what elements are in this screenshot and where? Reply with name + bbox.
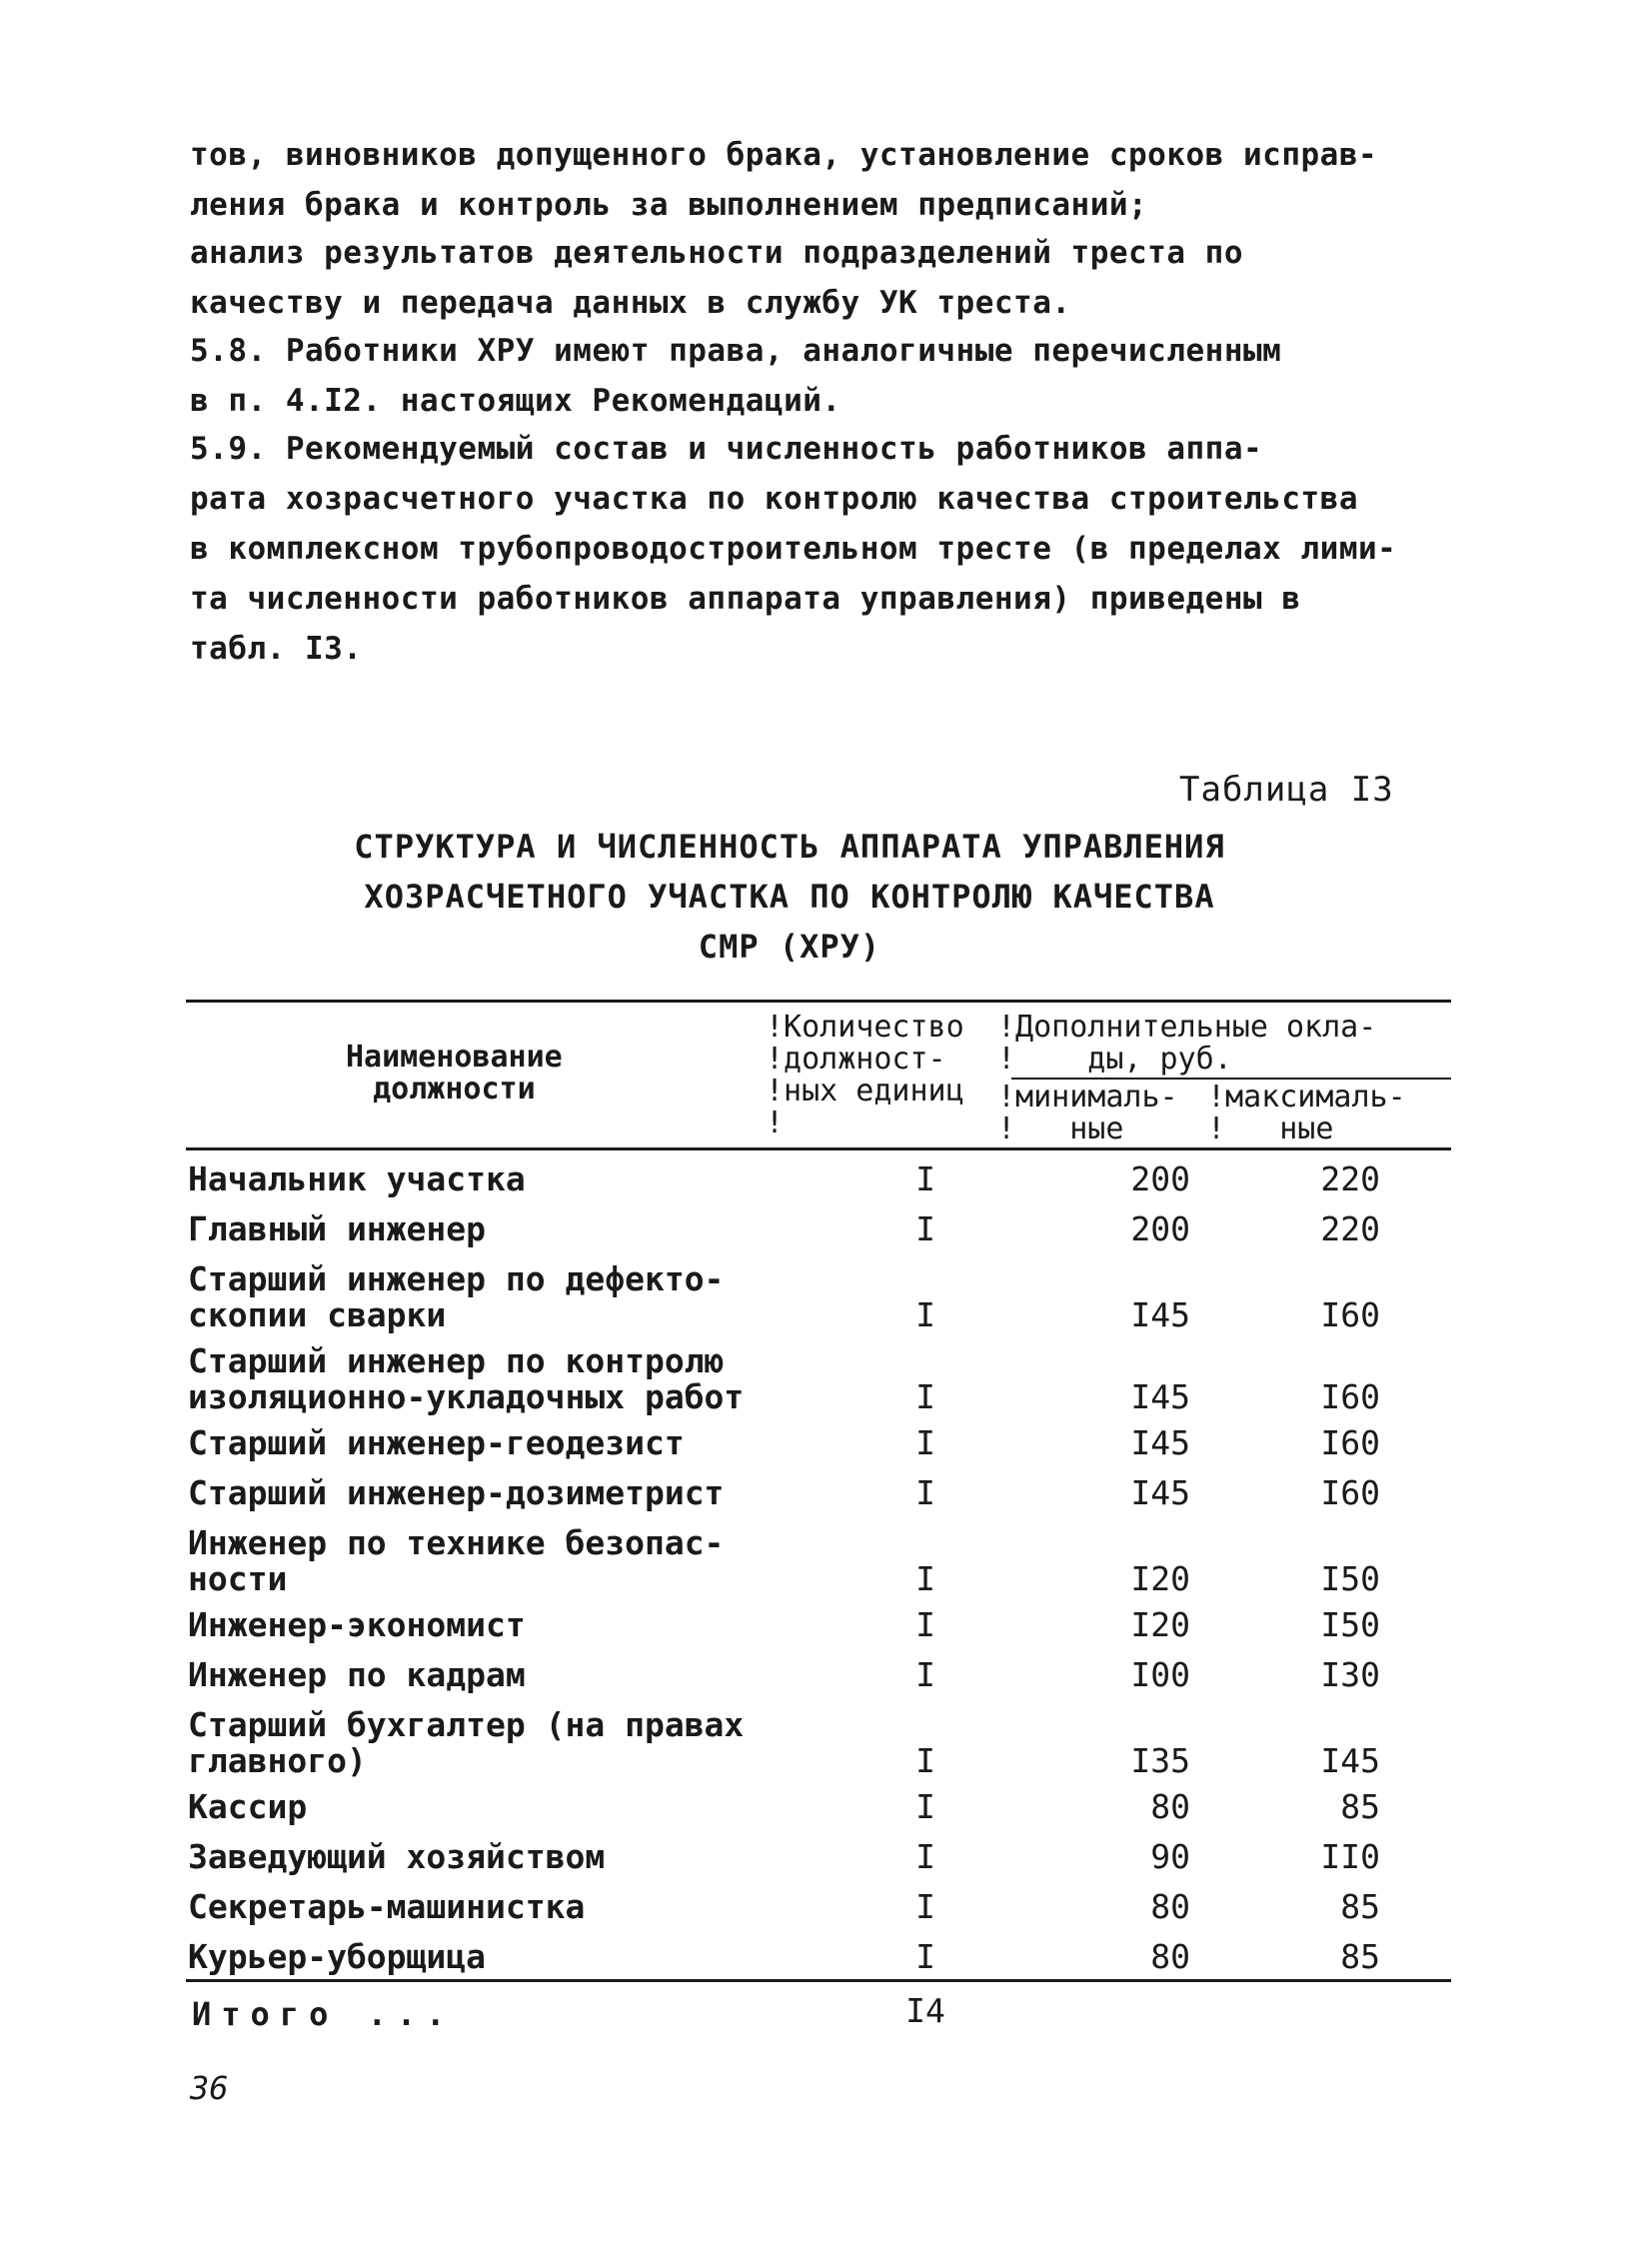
salary-max: I50 bbox=[1320, 1559, 1380, 1598]
total-count: I4 bbox=[905, 1991, 945, 2030]
position-count: I bbox=[915, 1655, 935, 1694]
salary-min: 200 bbox=[1130, 1159, 1190, 1198]
salary-max: I60 bbox=[1320, 1377, 1380, 1416]
position-name: Начальник участка bbox=[188, 1159, 526, 1198]
total-label: Итого ... bbox=[192, 1995, 456, 2033]
paragraph-1: тов, виновников допущенного брака, установление сроков исправ- ления брака и контроль за выполнением предписаний; bbox=[190, 137, 1378, 223]
position-name: Главный инженер bbox=[188, 1209, 487, 1248]
position-count: I bbox=[915, 1473, 935, 1512]
salary-min: 80 bbox=[1150, 1937, 1190, 1976]
position-name: Секретарь-машинистка bbox=[188, 1887, 586, 1926]
position-count: I bbox=[915, 1837, 935, 1876]
salary-max: I50 bbox=[1320, 1605, 1380, 1644]
header-count: !Количество !должност- !ных единиц ! bbox=[766, 1010, 964, 1140]
salary-min: I35 bbox=[1130, 1741, 1190, 1780]
table-bottom-rule bbox=[186, 1979, 1451, 1982]
salary-max: I60 bbox=[1320, 1295, 1380, 1334]
salary-max: 220 bbox=[1320, 1209, 1380, 1248]
salary-min: I20 bbox=[1130, 1559, 1190, 1598]
paragraph-2: анализ результатов деятельности подразделений треста по качеству и передача данных в службу УК треста. bbox=[190, 235, 1243, 321]
position-name: Заведующий хозяйством bbox=[188, 1837, 606, 1876]
position-count: I bbox=[915, 1787, 935, 1826]
salary-min: I45 bbox=[1130, 1377, 1190, 1416]
table-label: Таблица I3 bbox=[1179, 770, 1394, 810]
position-name: Старший инженер-дозиметрист bbox=[188, 1473, 725, 1512]
position-count: I bbox=[915, 1159, 935, 1198]
position-name: Старший инженер по контролю изоляционно-укладочных работ bbox=[188, 1341, 745, 1416]
position-name: Старший инженер-геодезист bbox=[188, 1423, 685, 1462]
salary-max: I60 bbox=[1320, 1423, 1380, 1462]
position-count: I bbox=[915, 1423, 935, 1462]
position-name: Инженер по технике безопас- ности bbox=[188, 1523, 725, 1598]
position-count: I bbox=[915, 1937, 935, 1976]
salary-max: I60 bbox=[1320, 1473, 1380, 1512]
paragraph-3: 5.8. Работники ХРУ имеют права, аналогичные перечисленным в п. 4.I2. настоящих Рекомендаций. bbox=[190, 333, 1282, 419]
header-name: Наименование должности bbox=[346, 1040, 563, 1107]
position-name: Курьер-уборщица bbox=[188, 1937, 487, 1976]
salary-min: I00 bbox=[1130, 1655, 1190, 1694]
paragraph-4: 5.9. Рекомендуемый состав и численность работников аппа- рата хозрасчетного участка по контролю качества строительства в комплексном трубопроводостроительном тресте (в пределах лими- та численности работников аппарата управления) приведены в табл. I3. bbox=[190, 431, 1397, 667]
salary-min: I45 bbox=[1130, 1295, 1190, 1334]
header-bottom-rule bbox=[186, 1147, 1451, 1150]
position-count: I bbox=[915, 1377, 935, 1416]
salary-min: 200 bbox=[1130, 1209, 1190, 1248]
salary-min: I20 bbox=[1130, 1605, 1190, 1644]
position-count: I bbox=[915, 1741, 935, 1780]
position-name: Старший бухгалтер (на правах главного) bbox=[188, 1705, 745, 1780]
table-title-line-2: ХОЗРАСЧЕТНОГО УЧАСТКА ПО КОНТРОЛЮ КАЧЕСТВА bbox=[364, 878, 1215, 916]
salary-max: 85 bbox=[1340, 1887, 1380, 1926]
salary-min: I45 bbox=[1130, 1473, 1190, 1512]
salary-min: 90 bbox=[1150, 1837, 1190, 1876]
salary-min: 80 bbox=[1150, 1887, 1190, 1926]
header-max: !максималь- ! ные bbox=[1207, 1080, 1406, 1146]
salary-max: 220 bbox=[1320, 1159, 1380, 1198]
page-number: 36 bbox=[190, 2069, 229, 2107]
position-count: I bbox=[915, 1887, 935, 1926]
position-count: I bbox=[915, 1295, 935, 1334]
position-name: Кассир bbox=[188, 1787, 308, 1826]
table-top-rule bbox=[186, 1000, 1451, 1003]
salary-max: 85 bbox=[1340, 1937, 1380, 1976]
position-count: I bbox=[915, 1559, 935, 1598]
salary-max: I30 bbox=[1320, 1655, 1380, 1694]
position-name: Старший инженер по дефекто- скопии сварки bbox=[188, 1259, 725, 1334]
position-name: Инженер по кадрам bbox=[188, 1655, 526, 1694]
salary-max: I45 bbox=[1320, 1741, 1380, 1780]
salary-min: I45 bbox=[1130, 1423, 1190, 1462]
table-title-line-3: СМР (ХРУ) bbox=[698, 928, 881, 966]
header-min: !минималь- ! ные bbox=[997, 1080, 1178, 1146]
table-title-line-1: СТРУКТУРА И ЧИСЛЕННОСТЬ АППАРАТА УПРАВЛЕНИЯ bbox=[354, 828, 1225, 866]
position-count: I bbox=[915, 1605, 935, 1644]
salary-min: 80 bbox=[1150, 1787, 1190, 1826]
salary-max: 85 bbox=[1340, 1787, 1380, 1826]
position-name: Инженер-экономист bbox=[188, 1605, 526, 1644]
position-count: I bbox=[915, 1209, 935, 1248]
salary-max: II0 bbox=[1320, 1837, 1380, 1876]
header-salary: !Дополнительные окла- ! ды, руб. bbox=[997, 1010, 1377, 1077]
